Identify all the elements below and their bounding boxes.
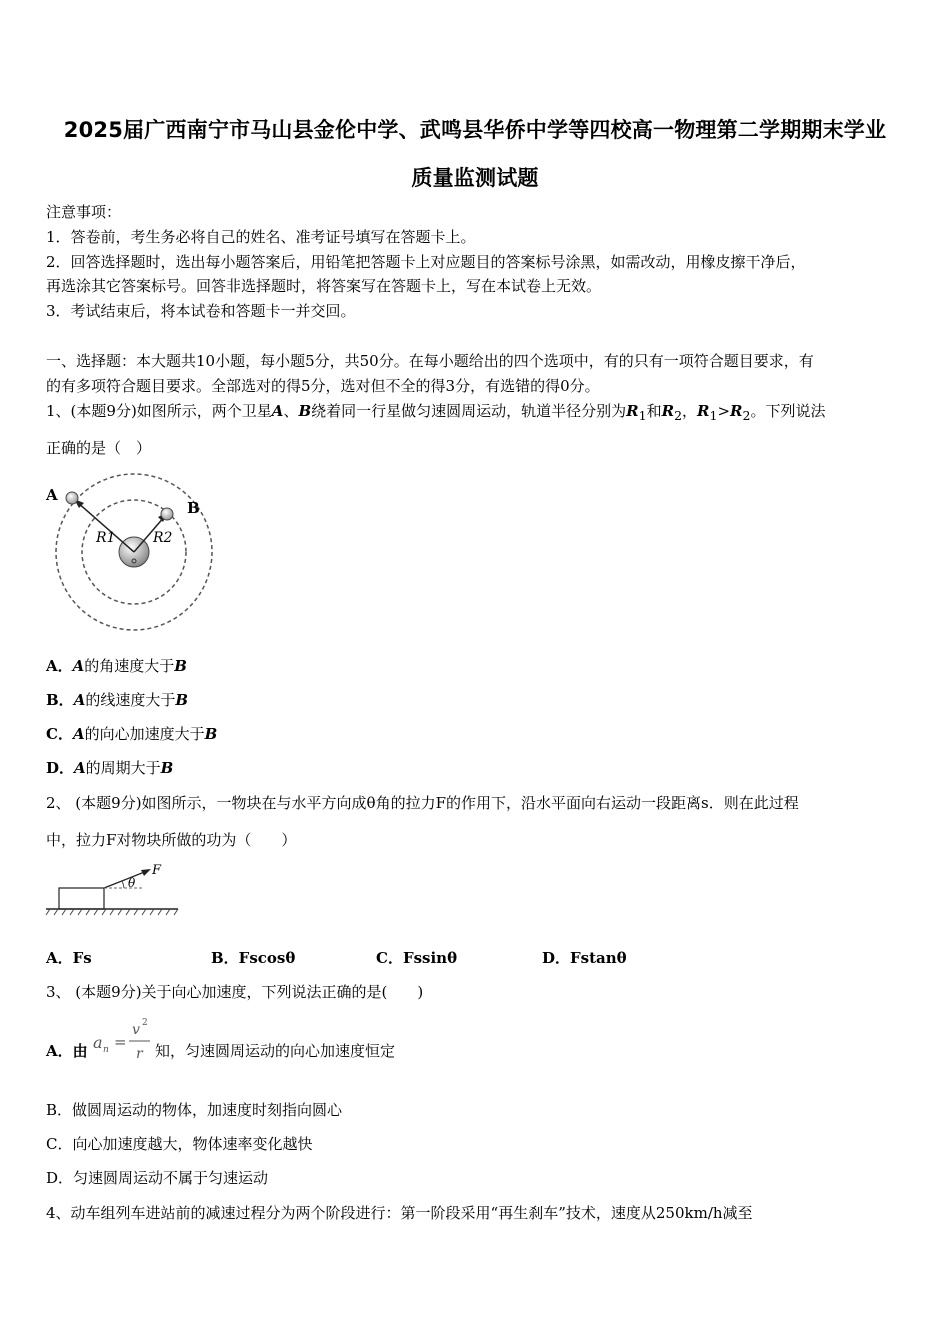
notice-heading: 注意事项： bbox=[46, 203, 122, 221]
radius-r2-label: R2 bbox=[153, 530, 173, 546]
svg-text:n: n bbox=[103, 1045, 109, 1055]
satellite-a-icon bbox=[66, 492, 78, 504]
svg-text:=: = bbox=[114, 1033, 127, 1051]
satellite-b-label: B bbox=[187, 499, 200, 517]
q2-option-d[interactable]: D．Fstanθ bbox=[542, 949, 627, 967]
q1-orbit-figure bbox=[44, 472, 219, 637]
ground-hatching bbox=[46, 909, 178, 915]
q4-stem: 4、动车组列车进站前的减速过程分为两个阶段进行：第一阶段采用“再生刹车”技术，速度从250km/h减至 bbox=[46, 1204, 753, 1222]
q2-option-c[interactable]: C．Fssinθ bbox=[376, 949, 458, 967]
q3-option-a-suffix: 知，匀速圆周运动的向心加速度恒定 bbox=[155, 1042, 396, 1060]
q2-stem-line-2: 中，拉力F对物块所做的功为（ ） bbox=[46, 831, 297, 849]
satellite-a-label: A bbox=[46, 486, 58, 504]
svg-text:2: 2 bbox=[142, 1018, 148, 1028]
q1-option-c[interactable]: C．A的向心加速度大于B bbox=[46, 725, 218, 743]
q2-option-a[interactable]: A．Fs bbox=[46, 949, 92, 967]
q3-stem: 3、 (本题9分)关于向心加速度，下列说法正确的是( ) bbox=[46, 983, 424, 1001]
section-instructions-line-1: 一、选择题：本大题共10小题，每小题5分，共50分。在每小题给出的四个选项中，有的只有一项符合题目要求，有 bbox=[46, 352, 814, 370]
notice-item-3: 3．考试结束后，将本试卷和答题卡一并交回。 bbox=[46, 302, 356, 320]
q1-option-a[interactable]: A．A的角速度大于B bbox=[46, 657, 187, 675]
radius-r1-label: R1 bbox=[96, 530, 116, 546]
block-shape bbox=[59, 888, 104, 909]
centripetal-formula bbox=[90, 1014, 152, 1064]
q3-option-b[interactable]: B．做圆周运动的物体，加速度时刻指向圆心 bbox=[46, 1101, 343, 1119]
q2-option-b[interactable]: B．Fscosθ bbox=[211, 949, 296, 967]
notice-item-2a: 2．回答选择题时，选出每小题答案后，用铅笔把答题卡上对应题目的答案标号涂黑，如需改动，用橡皮擦干净后， bbox=[46, 253, 806, 271]
q2-block-figure bbox=[44, 858, 184, 918]
q1-option-d[interactable]: D．A的周期大于B bbox=[46, 759, 174, 777]
notice-item-2b: 再选涂其它答案标号。回答非选择题时，将答案写在答题卡上，写在本试卷上无效。 bbox=[46, 277, 602, 295]
q2-stem-line-1: 2、 (本题9分)如图所示，一物块在与水平方向成θ角的拉力F的作用下，沿水平面向右运动一段距离s．则在此过程 bbox=[46, 794, 799, 812]
satellite-b-icon bbox=[161, 508, 173, 520]
q3-option-d[interactable]: D．匀速圆周运动不属于匀速运动 bbox=[46, 1169, 269, 1187]
q3-option-a-prefix[interactable]: A．由 bbox=[46, 1042, 88, 1060]
q3-option-c[interactable]: C．向心加速度越大，物体速率变化越快 bbox=[46, 1135, 313, 1153]
q1-option-b[interactable]: B．A的线速度大于B bbox=[46, 691, 189, 709]
q1-stem-line-1: 1、(本题9分)如图所示，两个卫星A、B绕着同一行星做匀速圆周运动，轨道半径分别为$R_1$和$R_2$，$R_1>R_2$。下列说法 bbox=[46, 402, 826, 423]
svg-text:a: a bbox=[93, 1033, 103, 1052]
document-title-line-2: 质量监测试题 bbox=[411, 166, 539, 190]
force-label: F bbox=[152, 863, 162, 878]
document-title-line-1: 2025届广西南宁市马山县金伦中学、武鸣县华侨中学等四校高一物理第二学期期末学业 bbox=[63, 118, 887, 142]
section-instructions-line-2: 的有多项符合题目要求。全部选对的得5分，选对但不全的得3分，有选错的得0分。 bbox=[46, 377, 600, 395]
notice-item-1: 1．答卷前，考生务必将自己的姓名、准考证号填写在答题卡上。 bbox=[46, 228, 476, 246]
q1-stem-line-2: 正确的是（ ） bbox=[46, 439, 152, 457]
force-arrow bbox=[104, 871, 147, 888]
angle-label: θ bbox=[128, 876, 136, 890]
svg-text:v: v bbox=[132, 1022, 140, 1038]
svg-text:r: r bbox=[136, 1046, 143, 1062]
